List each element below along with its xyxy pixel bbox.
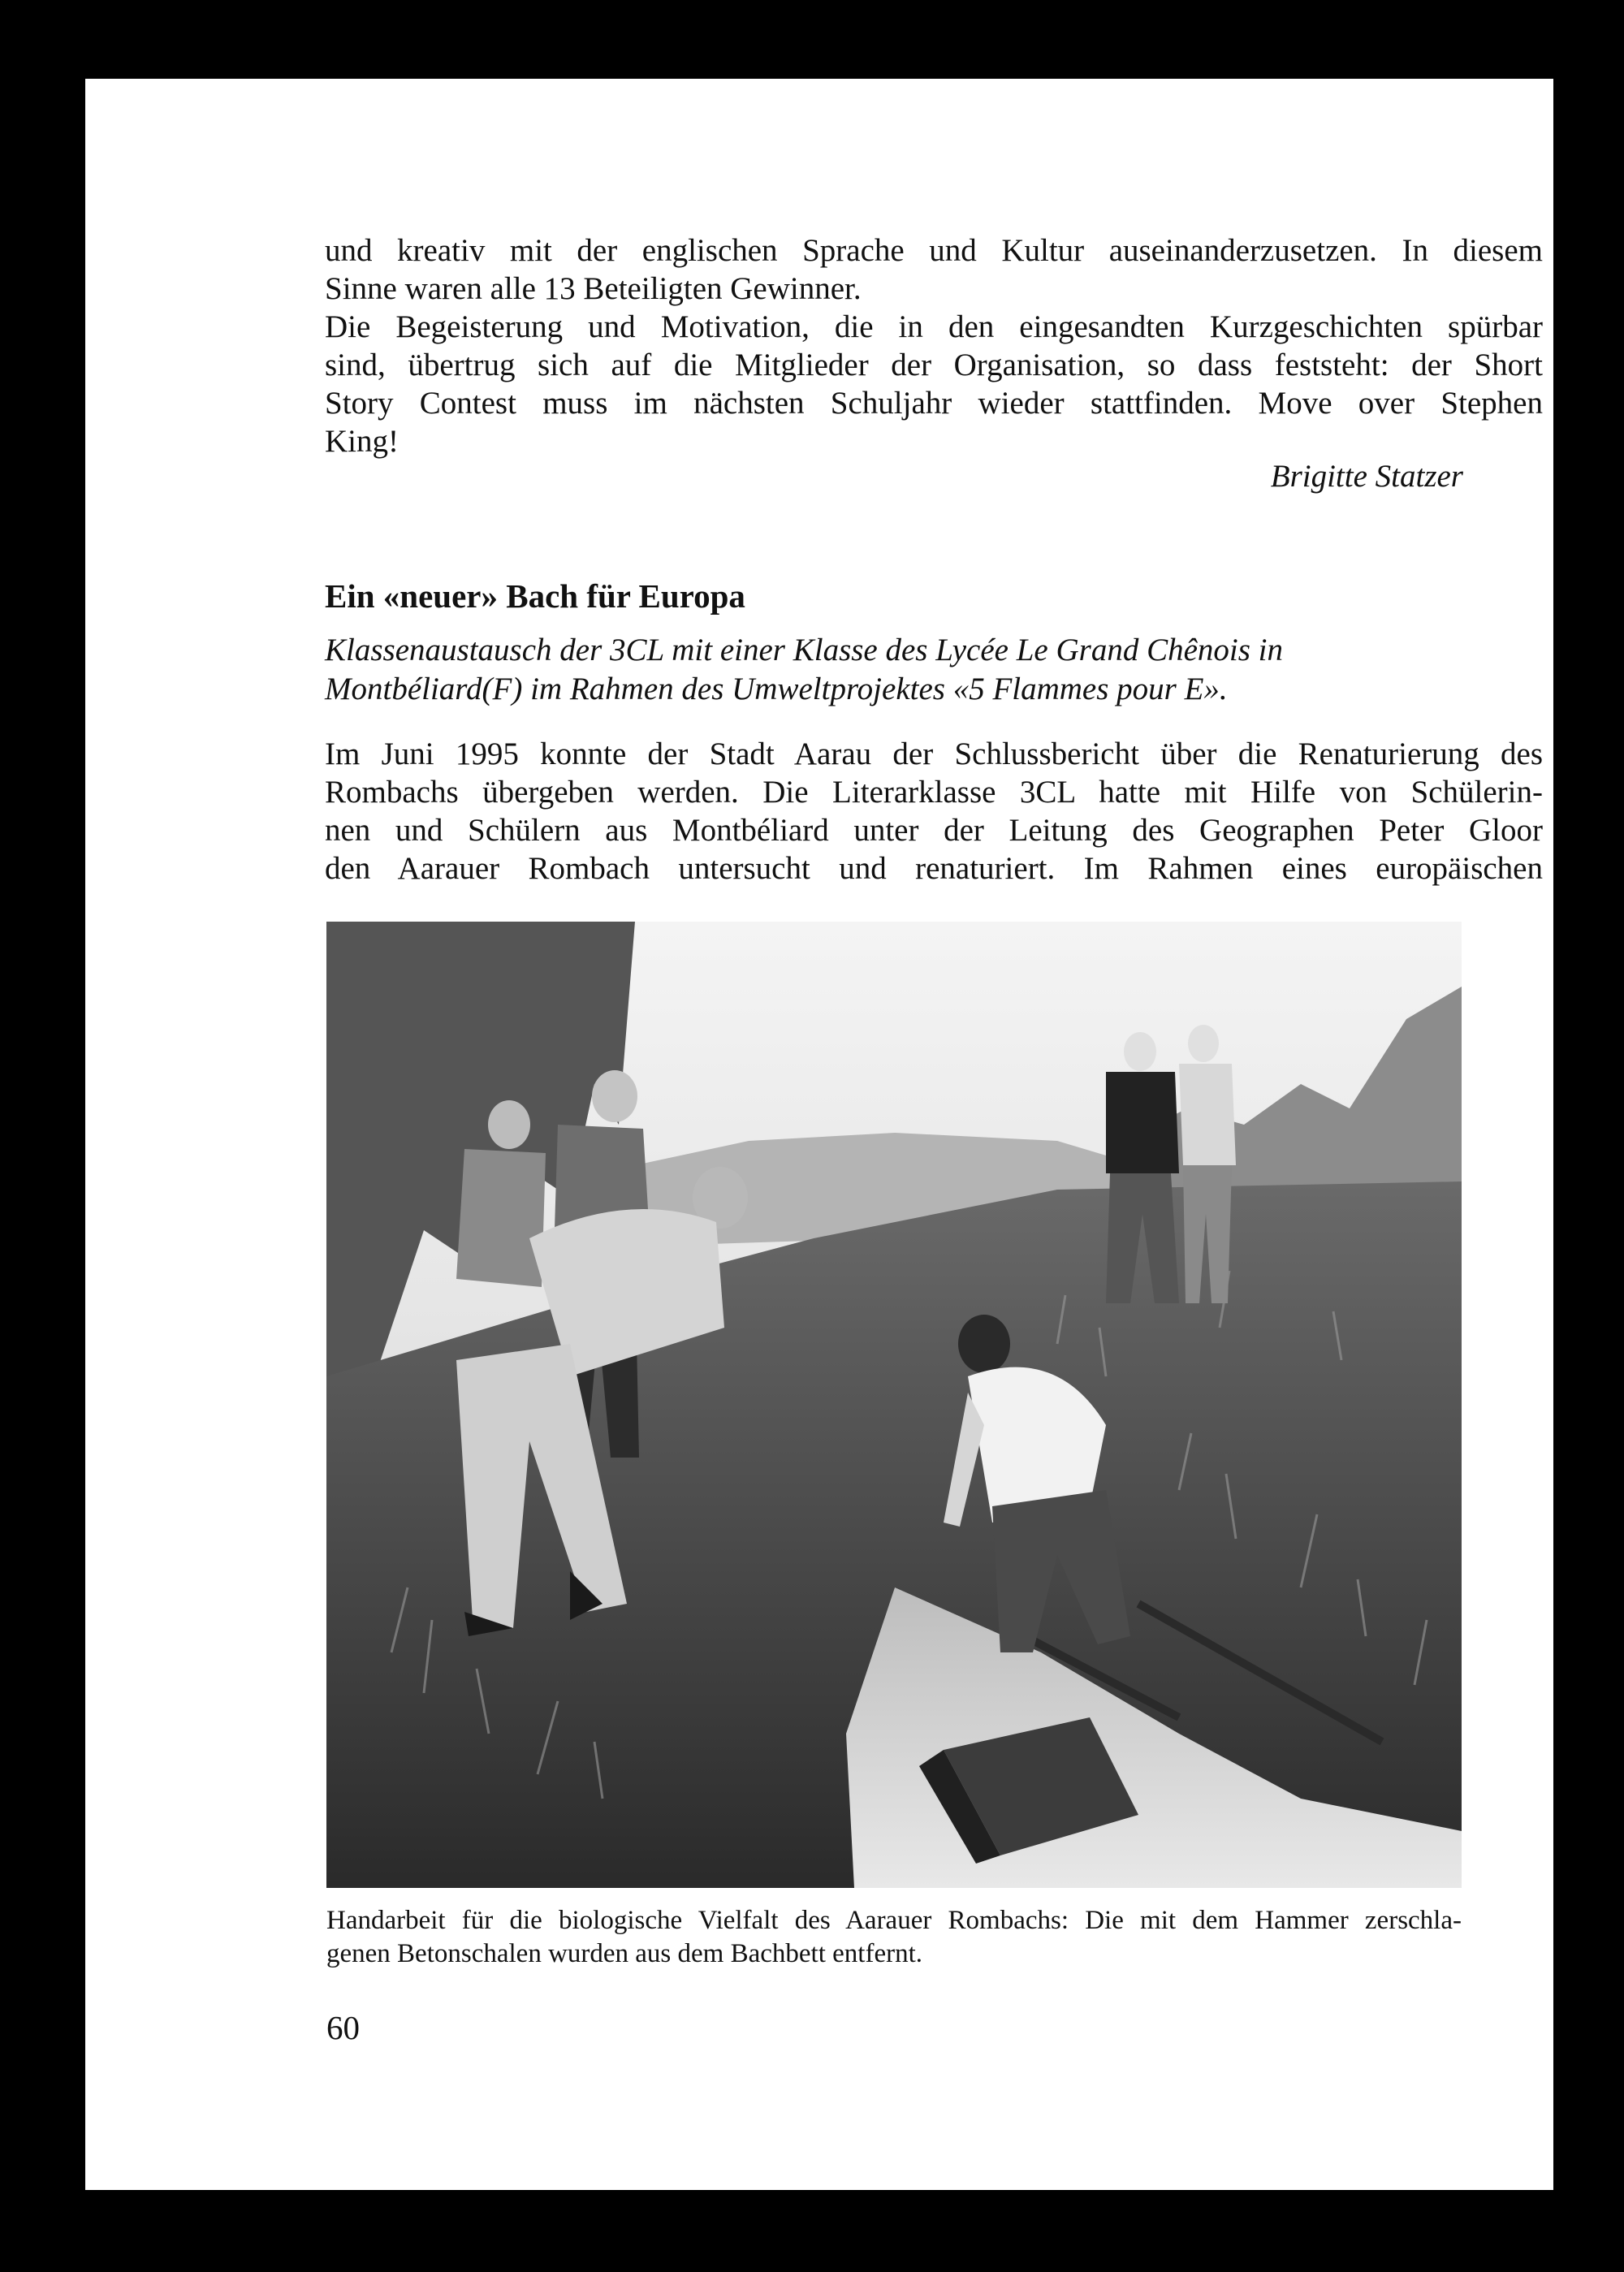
subtitle-line: Montbéliard(F) im Rahmen des Umweltprojektes «5 Flammes pour E».	[325, 672, 1228, 706]
text-line: sind, übertrug sich auf die Mitglieder der Organisation, so dass feststeht: der Short	[325, 348, 1543, 382]
article-subtitle	[325, 631, 1543, 709]
stream-restoration-photo	[326, 922, 1462, 1888]
text-line: Rombachs übergeben werden. Die Literarklasse 3CL hatte mit Hilfe von Schülerin-	[325, 775, 1543, 810]
text-line: und kreativ mit der englischen Sprache und Kultur auseinanderzusetzen. In diesem	[325, 233, 1543, 268]
photo-illustration	[326, 922, 1462, 1888]
text-line: den Aarauer Rombach untersucht und renaturiert. Im Rahmen eines europäischen	[325, 851, 1543, 886]
text-line: King!	[325, 424, 399, 459]
subtitle-line: Klassenaustausch der 3CL mit einer Klasse des Lycée Le Grand Chênois in	[325, 633, 1283, 667]
author-signature: Brigitte Statzer	[1270, 459, 1463, 494]
intro-paragraph	[325, 231, 1543, 460]
page-number: 60	[326, 2009, 360, 2046]
text-line: Sinne waren alle 13 Beteiligten Gewinner.	[325, 271, 862, 306]
caption-line: genen Betonschalen wurden aus dem Bachbett entfernt.	[326, 1939, 922, 1968]
text-line: nen und Schülern aus Montbéliard unter der Leitung des Geographen Peter Gloor	[325, 813, 1543, 848]
article-heading: Ein «neuer» Bach für Europa	[325, 577, 745, 615]
caption-line: Handarbeit für die biologische Vielfalt des Aarauer Rombachs: Die mit dem Hammer zerschla-	[326, 1906, 1462, 1935]
text-line: Im Juni 1995 konnte der Stadt Aarau der Schlussbericht über die Renaturierung des	[325, 736, 1543, 771]
photo-caption	[326, 1904, 1462, 1971]
article-body-paragraph	[325, 735, 1543, 888]
book-page	[85, 79, 1553, 2190]
text-line: Die Begeisterung und Motivation, die in den eingesandten Kurzgeschichten spürbar	[325, 309, 1543, 344]
text-line: Story Contest muss im nächsten Schuljahr wieder stattfinden. Move over Stephen	[325, 386, 1543, 421]
